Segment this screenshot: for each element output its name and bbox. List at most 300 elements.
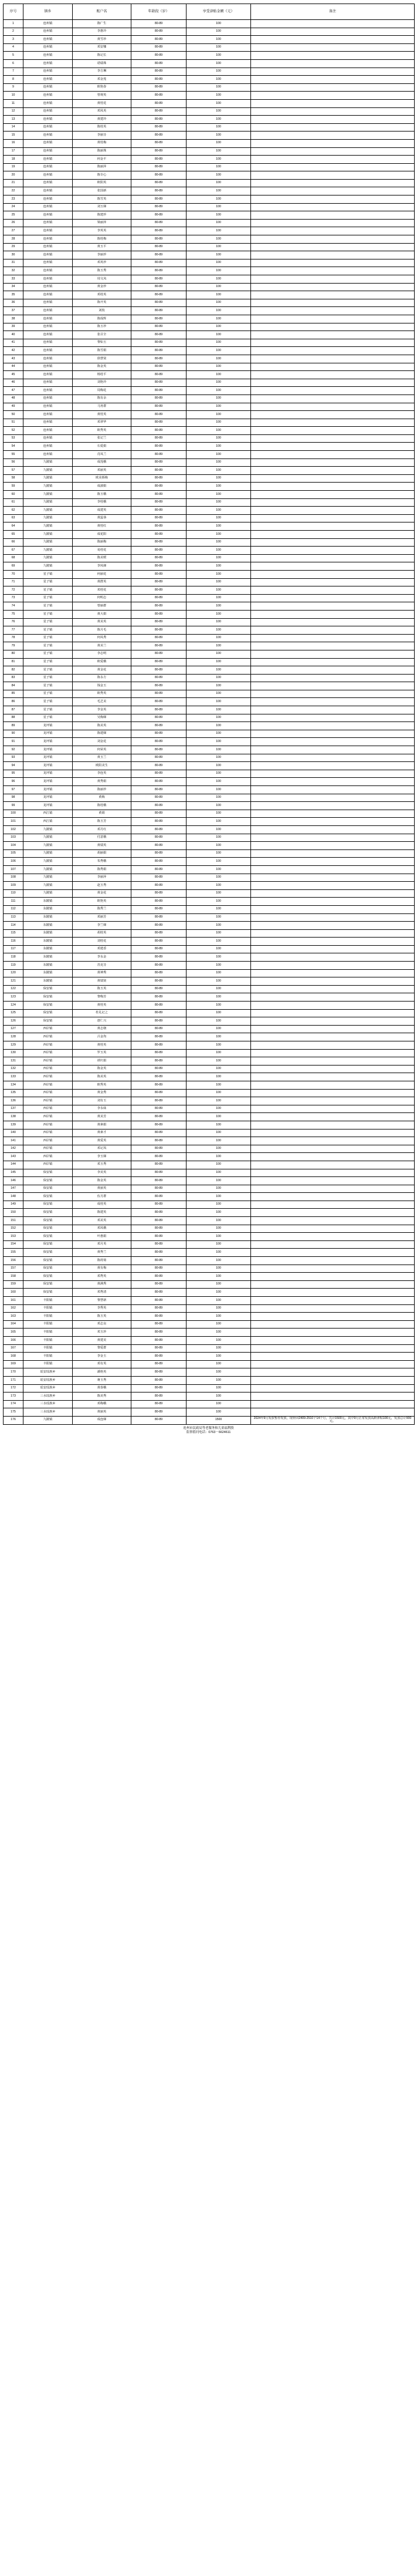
cell-amount: 100 xyxy=(187,132,251,140)
cell-amount: 100 xyxy=(187,1041,251,1050)
cell-account-name: 黄丽英 xyxy=(73,1408,131,1417)
cell-age-range: 80-89 xyxy=(131,59,187,68)
cell-town: 连州镇 xyxy=(23,139,73,147)
cell-age-range: 80-89 xyxy=(131,746,187,754)
cell-remark xyxy=(251,1073,415,1081)
cell-remark xyxy=(251,1233,415,1241)
cell-age-range: 80-89 xyxy=(131,395,187,403)
table-row xyxy=(4,92,415,100)
cell-seq: 43 xyxy=(4,355,23,363)
cell-amount: 100 xyxy=(187,1105,251,1113)
cell-seq: 73 xyxy=(4,594,23,602)
cell-town: 连州镇 xyxy=(23,68,73,76)
cell-remark xyxy=(251,1297,415,1305)
cell-age-range: 80-89 xyxy=(131,547,187,555)
table-row xyxy=(4,458,415,467)
cell-remark xyxy=(251,451,415,459)
table-row xyxy=(4,1057,415,1066)
cell-account-name: 陈荷菊 xyxy=(73,1257,131,1265)
cell-town: 西岸镇 xyxy=(23,1145,73,1153)
cell-amount: 100 xyxy=(187,1392,251,1401)
cell-amount: 100 xyxy=(187,642,251,650)
cell-seq: 130 xyxy=(4,1049,23,1057)
table-row xyxy=(4,1041,415,1050)
cell-town: 西岸镇 xyxy=(23,1105,73,1113)
cell-remark xyxy=(251,1193,415,1201)
cell-age-range: 80-89 xyxy=(131,865,187,874)
cell-town: 连州镇 xyxy=(23,331,73,339)
cell-age-range: 80-89 xyxy=(131,1257,187,1265)
cell-seq: 5 xyxy=(4,52,23,60)
cell-town: 龙坪镇 xyxy=(23,730,73,738)
cell-account-name: 赵玉秀 xyxy=(73,882,131,890)
table-row xyxy=(4,347,415,355)
cell-amount: 100 xyxy=(187,898,251,906)
table-row xyxy=(4,1329,415,1337)
cell-town: 丰阳镇 xyxy=(23,1344,73,1353)
cell-town: 九陂镇 xyxy=(23,858,73,866)
cell-seq: 42 xyxy=(4,347,23,355)
cell-amount: 100 xyxy=(187,187,251,195)
cell-remark xyxy=(251,1025,415,1033)
table-row xyxy=(4,251,415,259)
cell-age-range: 80-89 xyxy=(131,156,187,164)
cell-remark xyxy=(251,1376,415,1384)
table-row xyxy=(4,1392,415,1401)
cell-account-name: 黄瑞英 xyxy=(73,842,131,850)
cell-town: 九陂镇 xyxy=(23,834,73,842)
cell-age-range: 80-89 xyxy=(131,570,187,578)
cell-remark xyxy=(251,219,415,227)
cell-town: 保安镇 xyxy=(23,1273,73,1281)
cell-seq: 32 xyxy=(4,267,23,275)
cell-age-range: 80-89 xyxy=(131,953,187,962)
cell-town: 连州镇 xyxy=(23,451,73,459)
cell-amount: 100 xyxy=(187,1145,251,1153)
cell-seq: 109 xyxy=(4,882,23,890)
cell-account-name: 黄金花 xyxy=(73,889,131,898)
cell-age-range: 80-89 xyxy=(131,507,187,515)
cell-amount: 100 xyxy=(187,1304,251,1313)
cell-amount: 100 xyxy=(187,810,251,818)
cell-remark xyxy=(251,929,415,938)
cell-account-name: 李秀英 xyxy=(73,1304,131,1313)
cell-age-range: 80-89 xyxy=(131,347,187,355)
cell-account-name: 李英英 xyxy=(73,227,131,235)
table-row xyxy=(4,83,415,92)
cell-account-name: 邓凤英 xyxy=(73,107,131,116)
cell-seq: 24 xyxy=(4,203,23,211)
cell-account-name: 邓志良 xyxy=(73,1320,131,1329)
cell-account-name: 邓金莲 xyxy=(73,76,131,84)
cell-remark xyxy=(251,411,415,419)
cell-town: 连州镇 xyxy=(23,132,73,140)
cell-seq: 134 xyxy=(4,1081,23,1089)
cell-age-range: 80-89 xyxy=(131,913,187,922)
cell-remark xyxy=(251,993,415,1002)
cell-remark xyxy=(251,1113,415,1121)
cell-account-name: 李凤娣 xyxy=(73,562,131,571)
cell-amount: 100 xyxy=(187,874,251,882)
cell-seq: 12 xyxy=(4,107,23,116)
cell-amount: 100 xyxy=(187,147,251,156)
cell-town: 星子镇 xyxy=(23,618,73,626)
cell-account-name: 陈有余 xyxy=(73,395,131,403)
cell-amount: 100 xyxy=(187,1129,251,1137)
cell-age-range: 80-89 xyxy=(131,1392,187,1401)
cell-town: 东陂镇 xyxy=(23,929,73,938)
cell-account-name: 欧秀英 xyxy=(73,690,131,698)
cell-remark xyxy=(251,938,415,946)
cell-remark xyxy=(251,323,415,331)
cell-account-name: 曾观英 xyxy=(73,92,131,100)
cell-account-name: 陈丽珍 xyxy=(73,786,131,794)
table-row xyxy=(4,307,415,315)
cell-seq: 153 xyxy=(4,1233,23,1241)
cell-amount: 100 xyxy=(187,68,251,76)
cell-town: 保安镇 xyxy=(23,1280,73,1289)
cell-town: 连州镇 xyxy=(23,99,73,107)
cell-remark xyxy=(251,1240,415,1249)
cell-account-name: 毛芝美 xyxy=(73,698,131,706)
table-row xyxy=(4,52,415,60)
cell-amount: 100 xyxy=(187,139,251,147)
table-row xyxy=(4,1169,415,1177)
cell-seq: 123 xyxy=(4,993,23,1002)
table-row xyxy=(4,985,415,993)
cell-town: 连州镇 xyxy=(23,387,73,395)
cell-amount: 100 xyxy=(187,171,251,180)
cell-town: 西岸镇 xyxy=(23,1065,73,1073)
cell-seq: 84 xyxy=(4,682,23,690)
cell-account-name: 成连娣 xyxy=(73,1416,131,1424)
table-row xyxy=(4,722,415,730)
cell-amount: 100 xyxy=(187,922,251,930)
cell-seq: 46 xyxy=(4,379,23,387)
cell-account-name: 唐仁兴 xyxy=(73,1017,131,1026)
cell-town: 西岸镇 xyxy=(23,1161,73,1169)
cell-amount: 100 xyxy=(187,1217,251,1225)
cell-remark xyxy=(251,339,415,347)
cell-town: 连州镇 xyxy=(23,76,73,84)
table-row xyxy=(4,132,415,140)
table-row xyxy=(4,259,415,267)
cell-town: 丰阳镇 xyxy=(23,1336,73,1344)
cell-remark xyxy=(251,810,415,818)
cell-remark xyxy=(251,99,415,107)
table-row xyxy=(4,794,415,802)
cell-remark xyxy=(251,985,415,993)
cell-seq: 131 xyxy=(4,1057,23,1066)
cell-account-name: 杨桂平 xyxy=(73,371,131,379)
cell-seq: 103 xyxy=(4,834,23,842)
cell-town: 连州镇 xyxy=(23,427,73,435)
cell-amount: 100 xyxy=(187,770,251,778)
cell-account-name: 黄美芳 xyxy=(73,1113,131,1121)
table-row xyxy=(4,1257,415,1265)
cell-age-range: 80-89 xyxy=(131,618,187,626)
cell-seq: 146 xyxy=(4,1177,23,1185)
cell-age-range: 80-89 xyxy=(131,43,187,52)
cell-age-range: 80-89 xyxy=(131,1233,187,1241)
cell-seq: 126 xyxy=(4,1017,23,1026)
cell-remark xyxy=(251,1177,415,1185)
table-row xyxy=(4,538,415,547)
cell-amount: 100 xyxy=(187,1137,251,1145)
cell-remark xyxy=(251,211,415,220)
table-row xyxy=(4,43,415,52)
cell-seq: 102 xyxy=(4,825,23,834)
cell-town: 连州镇 xyxy=(23,434,73,443)
cell-seq: 20 xyxy=(4,171,23,180)
cell-remark xyxy=(251,730,415,738)
cell-remark xyxy=(251,953,415,962)
cell-remark xyxy=(251,1201,415,1209)
cell-account-name: 黄有梅 xyxy=(73,1265,131,1273)
cell-town: 连州镇 xyxy=(23,307,73,315)
cell-remark xyxy=(251,1273,415,1281)
cell-amount: 100 xyxy=(187,107,251,116)
cell-remark xyxy=(251,187,415,195)
cell-remark xyxy=(251,602,415,611)
cell-seq: 78 xyxy=(4,634,23,642)
cell-seq: 157 xyxy=(4,1265,23,1273)
table-row xyxy=(4,618,415,626)
cell-seq: 171 xyxy=(4,1376,23,1384)
cell-amount: 100 xyxy=(187,682,251,690)
cell-age-range: 80-89 xyxy=(131,132,187,140)
cell-account-name: 李丽萍 xyxy=(73,874,131,882)
cell-seq: 74 xyxy=(4,602,23,611)
table-row xyxy=(4,802,415,810)
cell-town: 连州镇 xyxy=(23,323,73,331)
cell-remark xyxy=(251,1097,415,1105)
cell-account-name: 陈美英 xyxy=(73,1073,131,1081)
cell-town: 九陂镇 xyxy=(23,842,73,850)
cell-account-name: 李美英 xyxy=(73,1169,131,1177)
cell-age-range: 80-89 xyxy=(131,905,187,913)
cell-age-range: 80-89 xyxy=(131,802,187,810)
table-row xyxy=(4,187,415,195)
cell-amount: 100 xyxy=(187,20,251,28)
cell-town: 丰阳镇 xyxy=(23,1297,73,1305)
cell-age-range: 80-89 xyxy=(131,498,187,507)
table-row xyxy=(4,714,415,722)
cell-town: 保安镇 xyxy=(23,1002,73,1010)
cell-amount: 100 xyxy=(187,1344,251,1353)
table-row xyxy=(4,962,415,970)
cell-town: 西岸镇 xyxy=(23,1097,73,1105)
table-row xyxy=(4,1360,415,1368)
cell-seq: 152 xyxy=(4,1225,23,1233)
cell-age-range: 80-89 xyxy=(131,849,187,858)
cell-age-range: 80-89 xyxy=(131,794,187,802)
cell-account-name: 刘枝 xyxy=(73,307,131,315)
table-row xyxy=(4,778,415,786)
cell-remark xyxy=(251,443,415,451)
cell-town: 丰阳镇 xyxy=(23,1313,73,1321)
cell-remark xyxy=(251,1353,415,1361)
cell-seq: 10 xyxy=(4,92,23,100)
cell-account-name: 邓玉珍 xyxy=(73,1329,131,1337)
cell-amount: 100 xyxy=(187,467,251,475)
cell-account-name: 欧阳英 xyxy=(73,179,131,187)
table-row xyxy=(4,1265,415,1273)
cell-account-name: 陈玉英 xyxy=(73,1313,131,1321)
cell-remark xyxy=(251,43,415,52)
cell-account-name: 陈玉英 xyxy=(73,985,131,993)
table-row xyxy=(4,977,415,986)
cell-seq: 66 xyxy=(4,538,23,547)
cell-age-range: 80-89 xyxy=(131,1121,187,1129)
cell-seq: 142 xyxy=(4,1145,23,1153)
cell-town: 星子镇 xyxy=(23,666,73,675)
cell-remark xyxy=(251,698,415,706)
cell-amount: 100 xyxy=(187,1097,251,1105)
cell-seq: 58 xyxy=(4,474,23,483)
cell-amount: 100 xyxy=(187,116,251,124)
cell-town: 九陂镇 xyxy=(23,874,73,882)
cell-account-name: 石爱娟 xyxy=(73,443,131,451)
cell-account-name: 李吉琳 xyxy=(73,68,131,76)
cell-account-name: 付意娥 xyxy=(73,834,131,842)
cell-age-range: 80-89 xyxy=(131,682,187,690)
table-row xyxy=(4,969,415,977)
table-row xyxy=(4,1161,415,1169)
cell-amount: 100 xyxy=(187,786,251,794)
cell-town: 连州镇 xyxy=(23,43,73,52)
cell-remark xyxy=(251,20,415,28)
cell-amount: 100 xyxy=(187,1002,251,1010)
cell-age-range: 80-89 xyxy=(131,842,187,850)
cell-seq: 27 xyxy=(4,227,23,235)
cell-town: 西岸镇 xyxy=(23,1129,73,1137)
cell-amount: 100 xyxy=(187,156,251,164)
table-row xyxy=(4,762,415,770)
table-row xyxy=(4,682,415,690)
cell-amount: 100 xyxy=(187,1225,251,1233)
cell-account-name: 欧阳美生 xyxy=(73,762,131,770)
cell-account-name: 邓丽芳 xyxy=(73,913,131,922)
cell-account-name: 李丽珍 xyxy=(73,251,131,259)
table-row xyxy=(4,1002,415,1010)
cell-town: 西岸镇 xyxy=(23,1033,73,1041)
cell-seq: 25 xyxy=(4,211,23,220)
cell-seq: 165 xyxy=(4,1329,23,1337)
cell-seq: 141 xyxy=(4,1137,23,1145)
cell-amount: 100 xyxy=(187,1201,251,1209)
cell-age-range: 80-89 xyxy=(131,99,187,107)
table-row xyxy=(4,698,415,706)
cell-account-name: 黄志朝 xyxy=(73,1025,131,1033)
cell-amount: 100 xyxy=(187,882,251,890)
cell-town: 连州镇 xyxy=(23,395,73,403)
table-row xyxy=(4,1145,415,1153)
cell-age-range: 80-89 xyxy=(131,1113,187,1121)
cell-seq: 36 xyxy=(4,299,23,307)
cell-amount: 100 xyxy=(187,403,251,411)
cell-amount: 100 xyxy=(187,690,251,698)
cell-account-name: 陈金英 xyxy=(73,363,131,371)
cell-amount: 100 xyxy=(187,578,251,586)
cell-age-range: 80-89 xyxy=(131,882,187,890)
cell-account-name: 李惠玲 xyxy=(73,28,131,36)
table-row xyxy=(4,267,415,275)
table-row xyxy=(4,825,415,834)
cell-remark xyxy=(251,76,415,84)
cell-account-name: 邓有英 xyxy=(73,1360,131,1368)
cell-age-range: 80-89 xyxy=(131,107,187,116)
cell-age-range: 80-89 xyxy=(131,1153,187,1161)
cell-amount: 100 xyxy=(187,547,251,555)
table-row xyxy=(4,243,415,251)
cell-remark xyxy=(251,594,415,602)
cell-amount: 100 xyxy=(187,666,251,675)
cell-age-range: 80-89 xyxy=(131,179,187,187)
cell-age-range: 80-89 xyxy=(131,1065,187,1073)
cell-amount: 100 xyxy=(187,243,251,251)
cell-amount: 100 xyxy=(187,1089,251,1097)
cell-age-range: 80-89 xyxy=(131,1017,187,1026)
cell-town: 保安镇 xyxy=(23,1209,73,1217)
cell-town: 保安镇 xyxy=(23,1193,73,1201)
table-row xyxy=(4,1344,415,1353)
table-row xyxy=(4,1233,415,1241)
cell-age-range: 80-89 xyxy=(131,1129,187,1137)
cell-remark xyxy=(251,666,415,675)
cell-town: 保安镇 xyxy=(23,993,73,1002)
cell-amount: 100 xyxy=(187,52,251,60)
cell-town: 东陂镇 xyxy=(23,922,73,930)
cell-town: 保安镇 xyxy=(23,1177,73,1185)
cell-age-range: 80-89 xyxy=(131,889,187,898)
cell-seq: 144 xyxy=(4,1161,23,1169)
table-row xyxy=(4,1201,415,1209)
cell-age-range: 80-89 xyxy=(131,307,187,315)
table-row xyxy=(4,889,415,898)
cell-account-name: 黎慧新 xyxy=(73,1297,131,1305)
table-row xyxy=(4,419,415,427)
cell-age-range: 80-89 xyxy=(131,922,187,930)
cell-town: 九陂镇 xyxy=(23,507,73,515)
cell-amount: 100 xyxy=(187,905,251,913)
cell-age-range: 80-89 xyxy=(131,211,187,220)
subsidy-table xyxy=(3,4,415,1425)
table-row xyxy=(4,1400,415,1408)
cell-town: 连州镇 xyxy=(23,171,73,180)
cell-account-name: 陈玉娥 xyxy=(73,491,131,499)
cell-remark xyxy=(251,1265,415,1273)
cell-town: 星子镇 xyxy=(23,610,73,618)
cell-amount: 100 xyxy=(187,1121,251,1129)
cell-amount: 100 xyxy=(187,43,251,52)
cell-town: 西江镇 xyxy=(23,818,73,826)
table-row xyxy=(4,754,415,762)
cell-account-name: 吕金均 xyxy=(73,1033,131,1041)
cell-age-range: 80-89 xyxy=(131,594,187,602)
cell-town: 连州镇 xyxy=(23,20,73,28)
cell-seq: 163 xyxy=(4,1313,23,1321)
cell-amount: 100 xyxy=(187,594,251,602)
cell-amount: 100 xyxy=(187,434,251,443)
cell-account-name: 黄神秀 xyxy=(73,969,131,977)
cell-town: 星子镇 xyxy=(23,690,73,698)
cell-seq: 48 xyxy=(4,395,23,403)
cell-age-range: 80-89 xyxy=(131,938,187,946)
cell-town: 东陂镇 xyxy=(23,905,73,913)
cell-account-name: 陈记长 xyxy=(73,52,131,60)
cell-seq: 54 xyxy=(4,443,23,451)
